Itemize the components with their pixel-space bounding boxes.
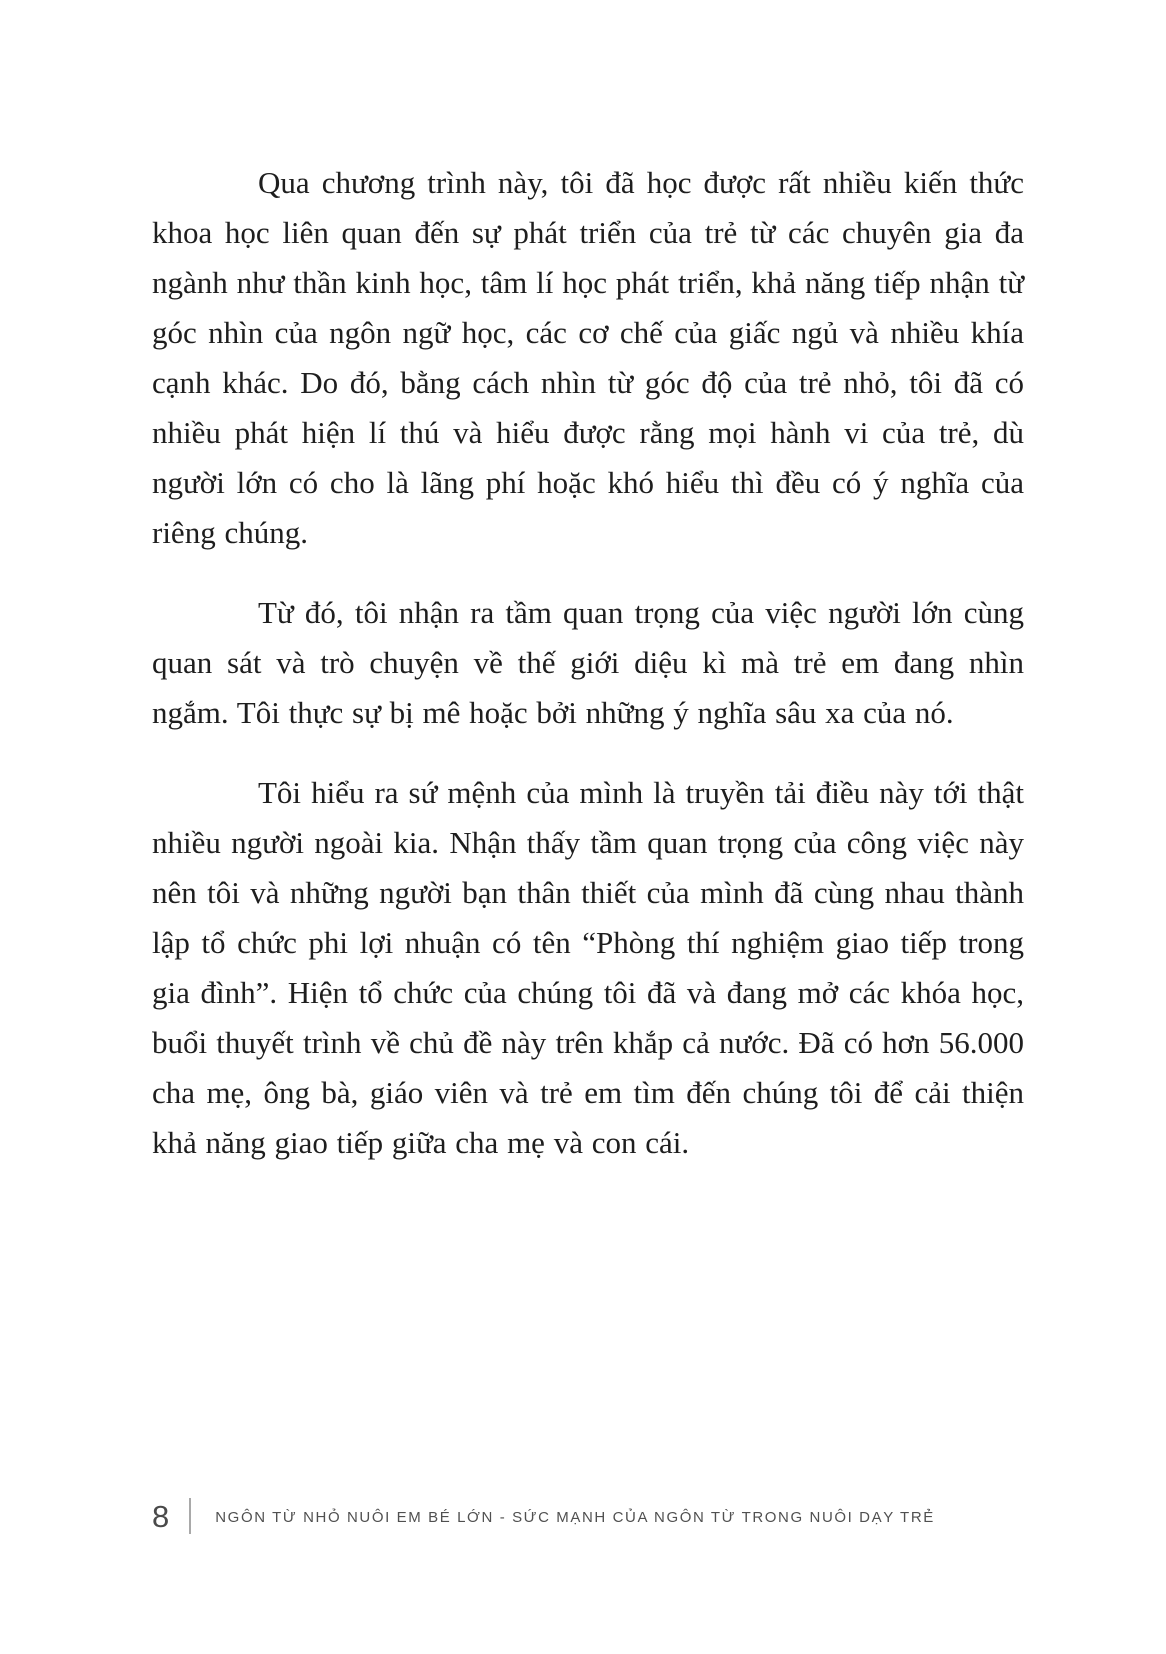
paragraph-1: Qua chương trình này, tôi đã học được rất nhiều kiến thức khoa học liên quan đến sự phát triển của trẻ từ các chuyên gia đa ngành như thần kinh học, tâm lí học phát triển, khả năng tiếp nhận từ góc nhìn của ngôn ngữ học, các cơ chế của giấc ngủ và nhiều khía cạnh khác. Do đó, bằng cách nhìn từ góc độ của trẻ nhỏ, tôi đã có nhiều phát hiện lí thú và hiểu được rằng mọi hành vi của trẻ, dù người lớn có cho là lãng phí hoặc khó hiểu thì đều có ý nghĩa của riêng chúng. [152,165,1024,550]
page-number: 8 [152,1498,170,1534]
separator-bar [189,1498,191,1534]
body-text [152,158,1024,1168]
paragraph-3: Tôi hiểu ra sứ mệnh của mình là truyền tải điều này tới thật nhiều người ngoài kia. Nhận thấy tầm quan trọng của công việc này nên tôi và những người bạn thân thiết của mình đã cùng nhau thành lập tổ chức phi lợi nhuận có tên “Phòng thí nghiệm giao tiếp trong gia đình”. Hiện tổ chức của chúng tôi đã và đang mở các khóa học, buổi thuyết trình về chủ đề này trên khắp cả nước. Đã có hơn 56.000 cha mẹ, ông bà, giáo viên và trẻ em tìm đến chúng tôi để cải thiện khả năng giao tiếp giữa cha mẹ và con cái. [152,775,1024,1160]
running-title: NGÔN TỪ NHỎ NUÔI EM BÉ LỚN - SỨC MẠNH CỦA NGÔN TỪ TRONG NUÔI DẠY TRẺ [215,1509,935,1526]
page-footer [152,1498,935,1534]
paragraph-2: Từ đó, tôi nhận ra tầm quan trọng của việc người lớn cùng quan sát và trò chuyện về thế giới diệu kì mà trẻ em đang nhìn ngắm. Tôi thực sự bị mê hoặc bởi những ý nghĩa sâu xa của nó. [152,595,1024,730]
